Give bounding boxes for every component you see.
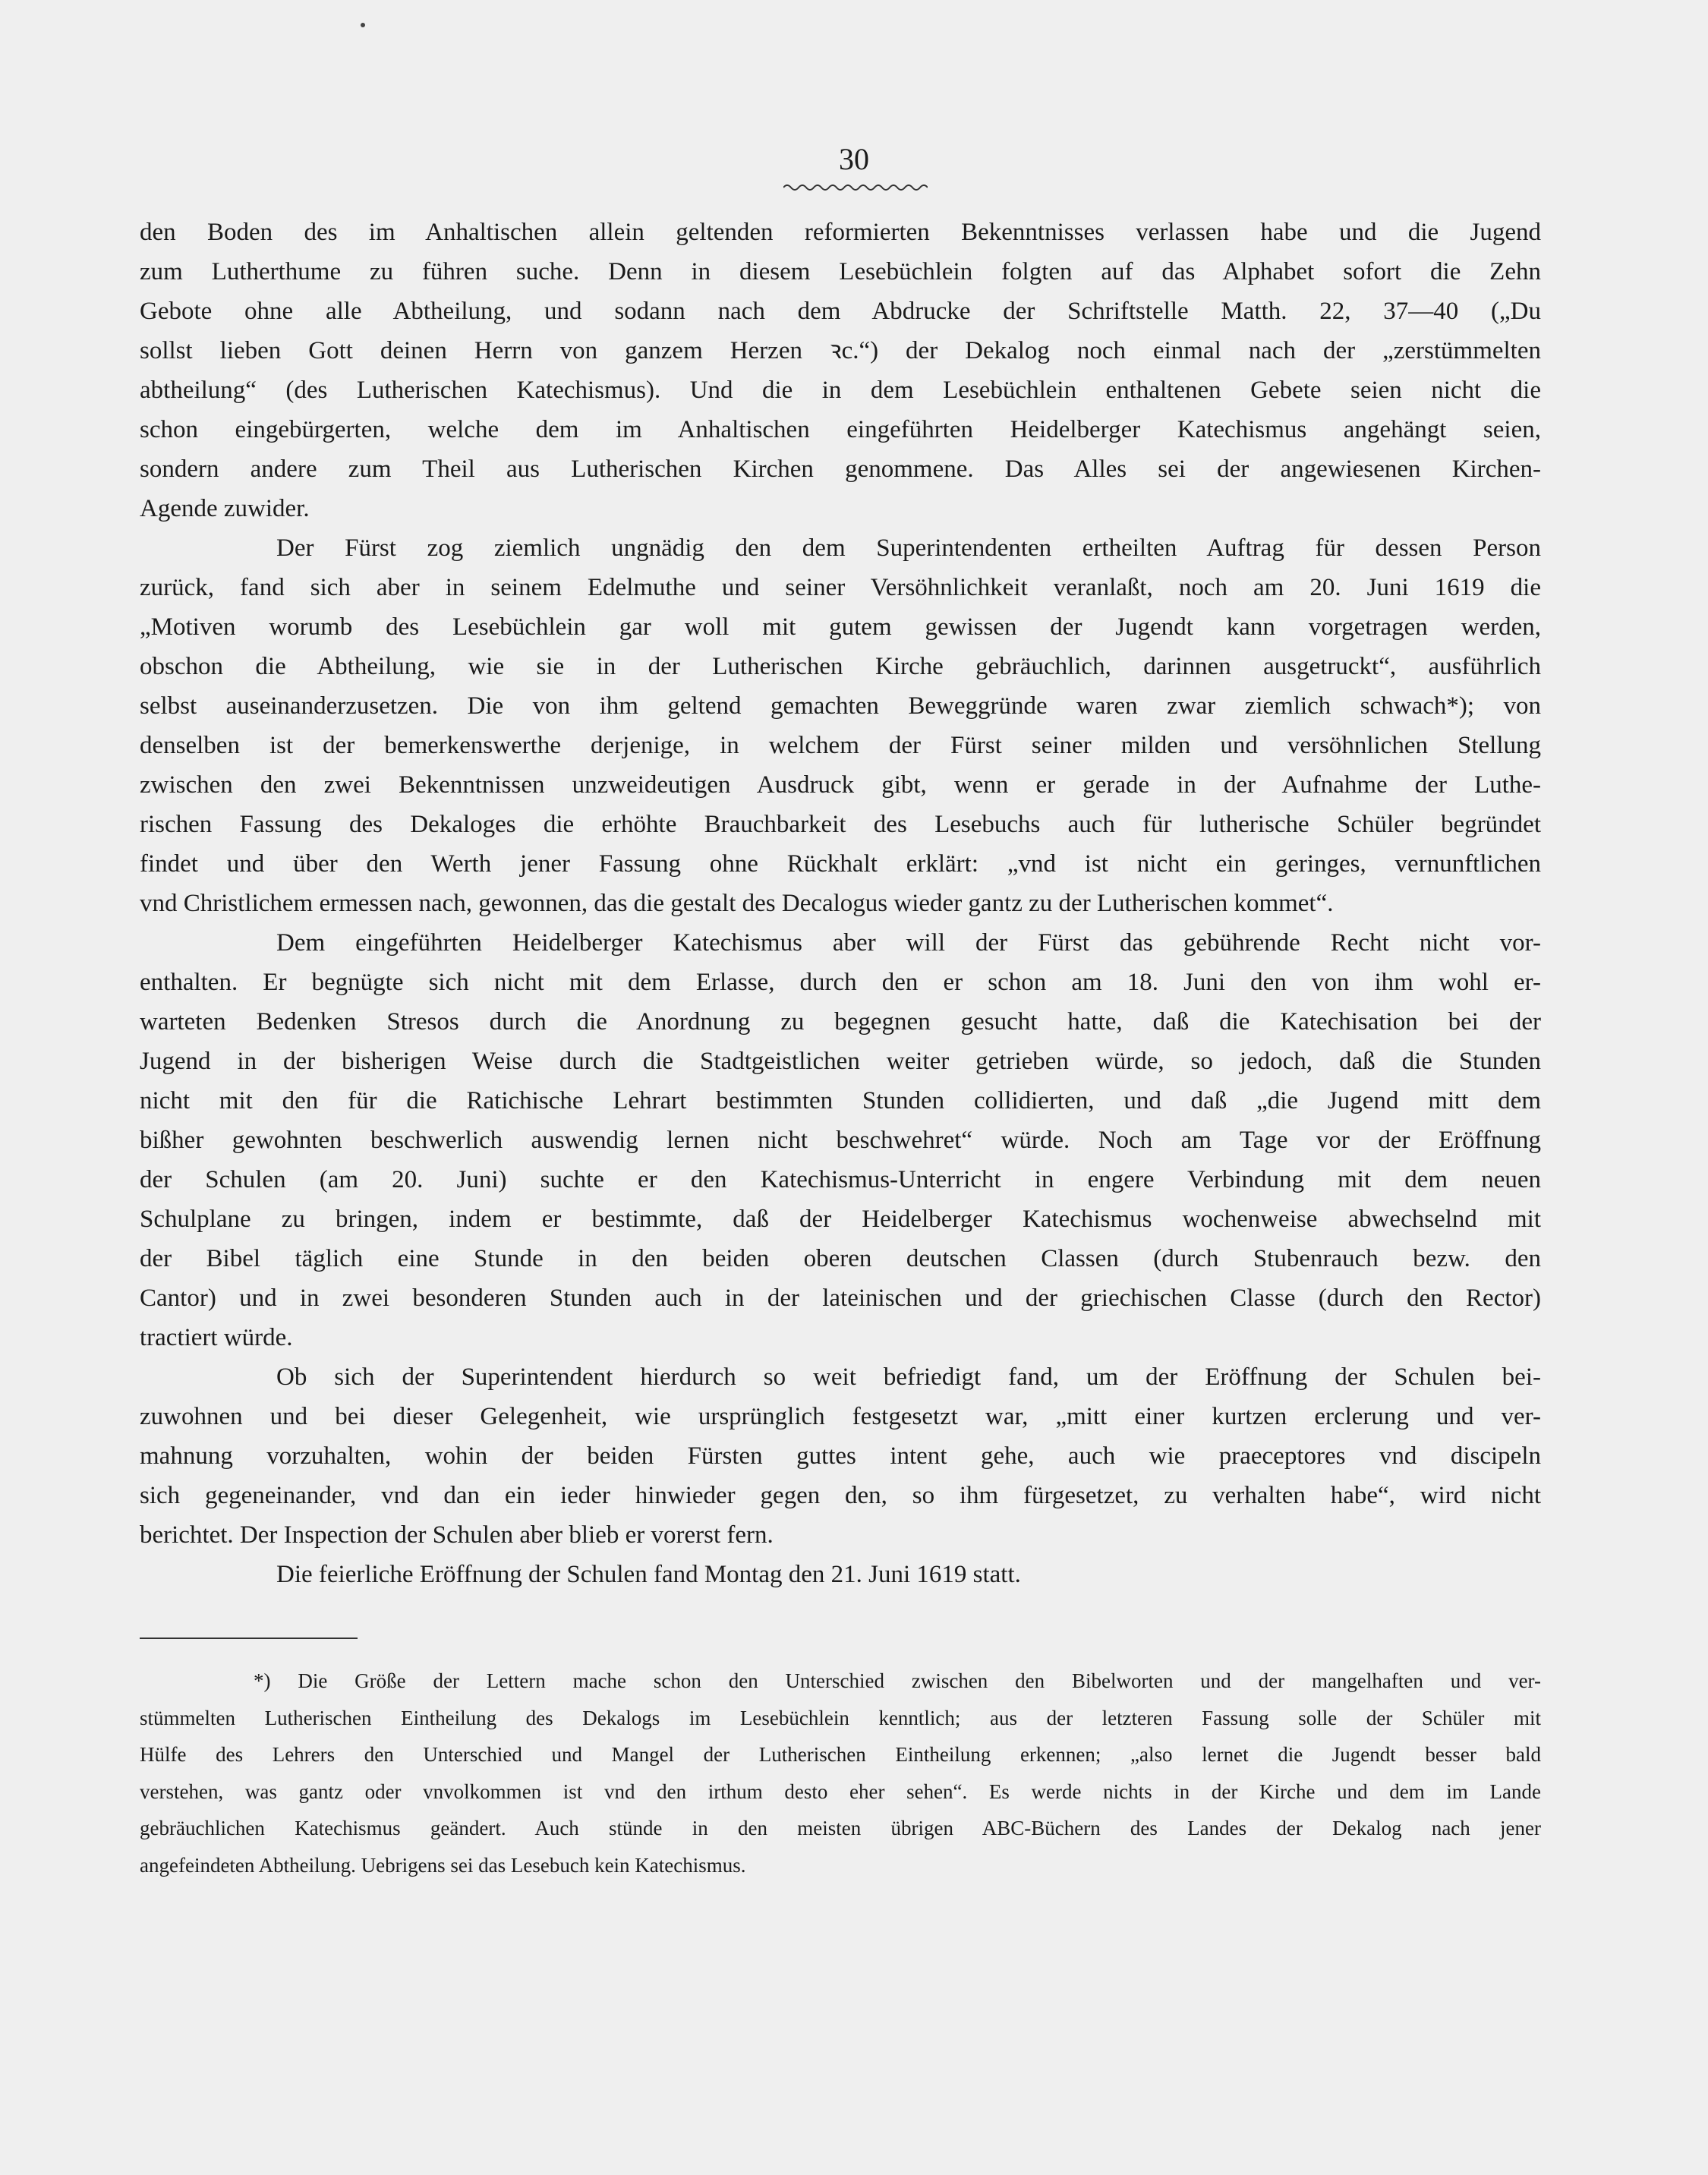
text-line: zurück, fand sich aber in seinem Edelmuthe und seiner Versöhnlichkeit veranlaßt, noch am 20. Juni 1619 die bbox=[140, 574, 1541, 601]
text-line: schon eingebürgerten, welche dem im Anhaltischen eingeführten Heidelberger Katechismus angehängt seien, bbox=[140, 416, 1541, 443]
text-line: vnd Christlichem ermessen nach, gewonnen, das die gestalt des Decalogus wieder gantz zu der Lutherischen kommet“. bbox=[140, 890, 1334, 917]
text-line: abtheilung“ (des Lutherischen Katechismus). Und die in dem Lesebüchlein enthaltenen Gebete seien nicht die bbox=[140, 377, 1541, 404]
text-line: Gebote ohne alle Abtheilung, und sodann nach dem Abdrucke der Schriftstelle Matth. 22, 37—40 („Du bbox=[140, 298, 1541, 325]
text-line: obschon die Abtheilung, wie sie in der Lutherischen Kirche gebräuchlich, darinnen ausgetruckt“, ausführlich bbox=[140, 653, 1541, 680]
text-line: Agende zuwider. bbox=[140, 495, 310, 522]
text-line: „Motiven worumb des Lesebüchlein gar woll mit gutem gewissen der Jugendt kann vorgetragen werden, bbox=[140, 613, 1541, 641]
text-line: der Schulen (am 20. Juni) suchte er den Katechismus-Unterricht in engere Verbindung mit dem neuen bbox=[140, 1166, 1541, 1193]
text-line: Ob sich der Superintendent hierdurch so weit befriedigt fand, um der Eröffnung der Schulen bei- bbox=[276, 1363, 1541, 1391]
footnote-line: Hülfe des Lehrers den Unterschied und Mangel der Lutherischen Eintheilung erkennen; „also lernet die Jugendt besser bald bbox=[140, 1743, 1541, 1767]
text-line: der Bibel täglich eine Stunde in den beiden oberen deutschen Classen (durch Stubenrauch bezw. den bbox=[140, 1245, 1541, 1272]
paragraph bbox=[140, 213, 1541, 528]
body-text bbox=[140, 213, 1541, 1594]
text-line: warteten Bedenken Stresos durch die Anordnung zu begegnen gesucht hatte, daß die Katechisation bei der bbox=[140, 1008, 1541, 1035]
footnotes bbox=[140, 1663, 1541, 1884]
text-line: nicht mit den für die Ratichische Lehrart bestimmten Stunden collidierten, und daß „die Jugend mitt dem bbox=[140, 1087, 1541, 1114]
text-line: bißher gewohnten beschwerlich auswendig lernen nicht beschwehret“ würde. Noch am Tage vor der Eröffnung bbox=[140, 1127, 1541, 1154]
text-line: zum Lutherthume zu führen suche. Denn in diesem Lesebüchlein folgten auf das Alphabet sofort die Zehn bbox=[140, 258, 1541, 285]
paragraph bbox=[140, 1555, 1541, 1594]
text-line: mahnung vorzuhalten, wohin der beiden Fürsten guttes intent gehe, auch wie praeceptores vnd discipeln bbox=[140, 1442, 1541, 1470]
text-line: Der Fürst zog ziemlich ungnädig den dem Superintendenten ertheilten Auftrag für dessen Person bbox=[276, 534, 1541, 562]
text-line: findet und über den Werth jener Fassung ohne Rückhalt erklärt: „vnd ist nicht ein geringes, vernunftlichen bbox=[140, 850, 1541, 878]
footnote-separator bbox=[140, 1638, 358, 1639]
page-number: 30 bbox=[839, 142, 869, 176]
text-line: sich gegeneinander, vnd dan ein ieder hinwieder gegen den, so ihm fürgesetzet, zu verhalten habe“, wird nicht bbox=[140, 1482, 1541, 1509]
text-line: zwischen den zwei Bekenntnissen unzweideutigen Ausdruck gibt, wenn er gerade in der Aufnahme der Luthe- bbox=[140, 771, 1541, 799]
paragraph bbox=[140, 923, 1541, 1357]
paragraph bbox=[140, 1357, 1541, 1555]
text-line: enthalten. Er begnügte sich nicht mit dem Erlasse, durch den er schon am 18. Juni den von ihm wohl er- bbox=[140, 969, 1541, 996]
text-line: Cantor) und in zwei besonderen Stunden auch in der lateinischen und der griechischen Classe (durch den Rector) bbox=[140, 1285, 1541, 1312]
footnote-line: verstehen, was gantz oder vnvolkommen ist vnd den irthum desto eher sehen“. Es werde nichts in der Kirche und dem im Lande bbox=[140, 1779, 1541, 1803]
footnote-line: angefeindeten Abtheilung. Uebrigens sei das Lesebuch kein Katechismus. bbox=[140, 1853, 746, 1877]
decorative-wavy-rule bbox=[783, 182, 928, 193]
footnote-line: *) Die Größe der Lettern mache schon den Unterschied zwischen den Bibelworten und der mangelhaften und ver- bbox=[254, 1669, 1541, 1692]
footnote-line: gebräuchlichen Katechismus geändert. Auch stünde in den meisten übrigen ABC-Büchern des Landes der Dekalog nach jener bbox=[140, 1817, 1541, 1840]
text-line: Jugend in der bisherigen Weise durch die Stadtgeistlichen weiter getrieben würde, so jedoch, daß die Stunden bbox=[140, 1048, 1541, 1075]
text-line: rischen Fassung des Dekaloges die erhöhte Brauchbarkeit des Lesebuchs auch für lutherische Schüler begründet bbox=[140, 811, 1541, 838]
text-line: tractiert würde. bbox=[140, 1324, 293, 1351]
text-line: denselben ist der bemerkenswerthe derjenige, in welchem der Fürst seiner milden und versöhnlichen Stellung bbox=[140, 732, 1541, 759]
text-line: selbst auseinanderzusetzen. Die von ihm geltend gemachten Beweggründe waren zwar ziemlich schwach*); von bbox=[140, 692, 1541, 720]
text-line: sollst lieben Gott deinen Herrn von ganzem Herzen ꝛc.“) der Dekalog noch einmal nach der „zerstümmelten bbox=[140, 337, 1541, 364]
text-line: Schulplane zu bringen, indem er bestimmte, daß der Heidelberger Katechismus wochenweise abwechselnd mit bbox=[140, 1206, 1541, 1233]
text-line: Dem eingeführten Heidelberger Katechismus aber will der Fürst das gebührende Recht nicht vor- bbox=[276, 929, 1541, 957]
paragraph bbox=[140, 528, 1541, 923]
speck bbox=[361, 23, 365, 27]
text-line: sondern andere zum Theil aus Lutherischen Kirchen genommene. Das Alles sei der angewiesenen Kirchen- bbox=[140, 455, 1541, 483]
text-line: zuwohnen und bei dieser Gelegenheit, wie ursprünglich festgesetzt war, „mitt einer kurtzen erclerung und ver- bbox=[140, 1403, 1541, 1430]
text-line: berichtet. Der Inspection der Schulen aber blieb er vorerst fern. bbox=[140, 1521, 774, 1549]
text-line: Die feierliche Eröffnung der Schulen fand Montag den 21. Juni 1619 statt. bbox=[276, 1561, 1021, 1588]
text-line: den Boden des im Anhaltischen allein geltenden reformierten Bekenntnisses verlassen habe und die Jugend bbox=[140, 219, 1541, 246]
footnote-line: stümmelten Lutherischen Eintheilung des Dekalogs im Lesebüchlein kenntlich; aus der letzteren Fassung solle der Schüler mit bbox=[140, 1706, 1541, 1729]
